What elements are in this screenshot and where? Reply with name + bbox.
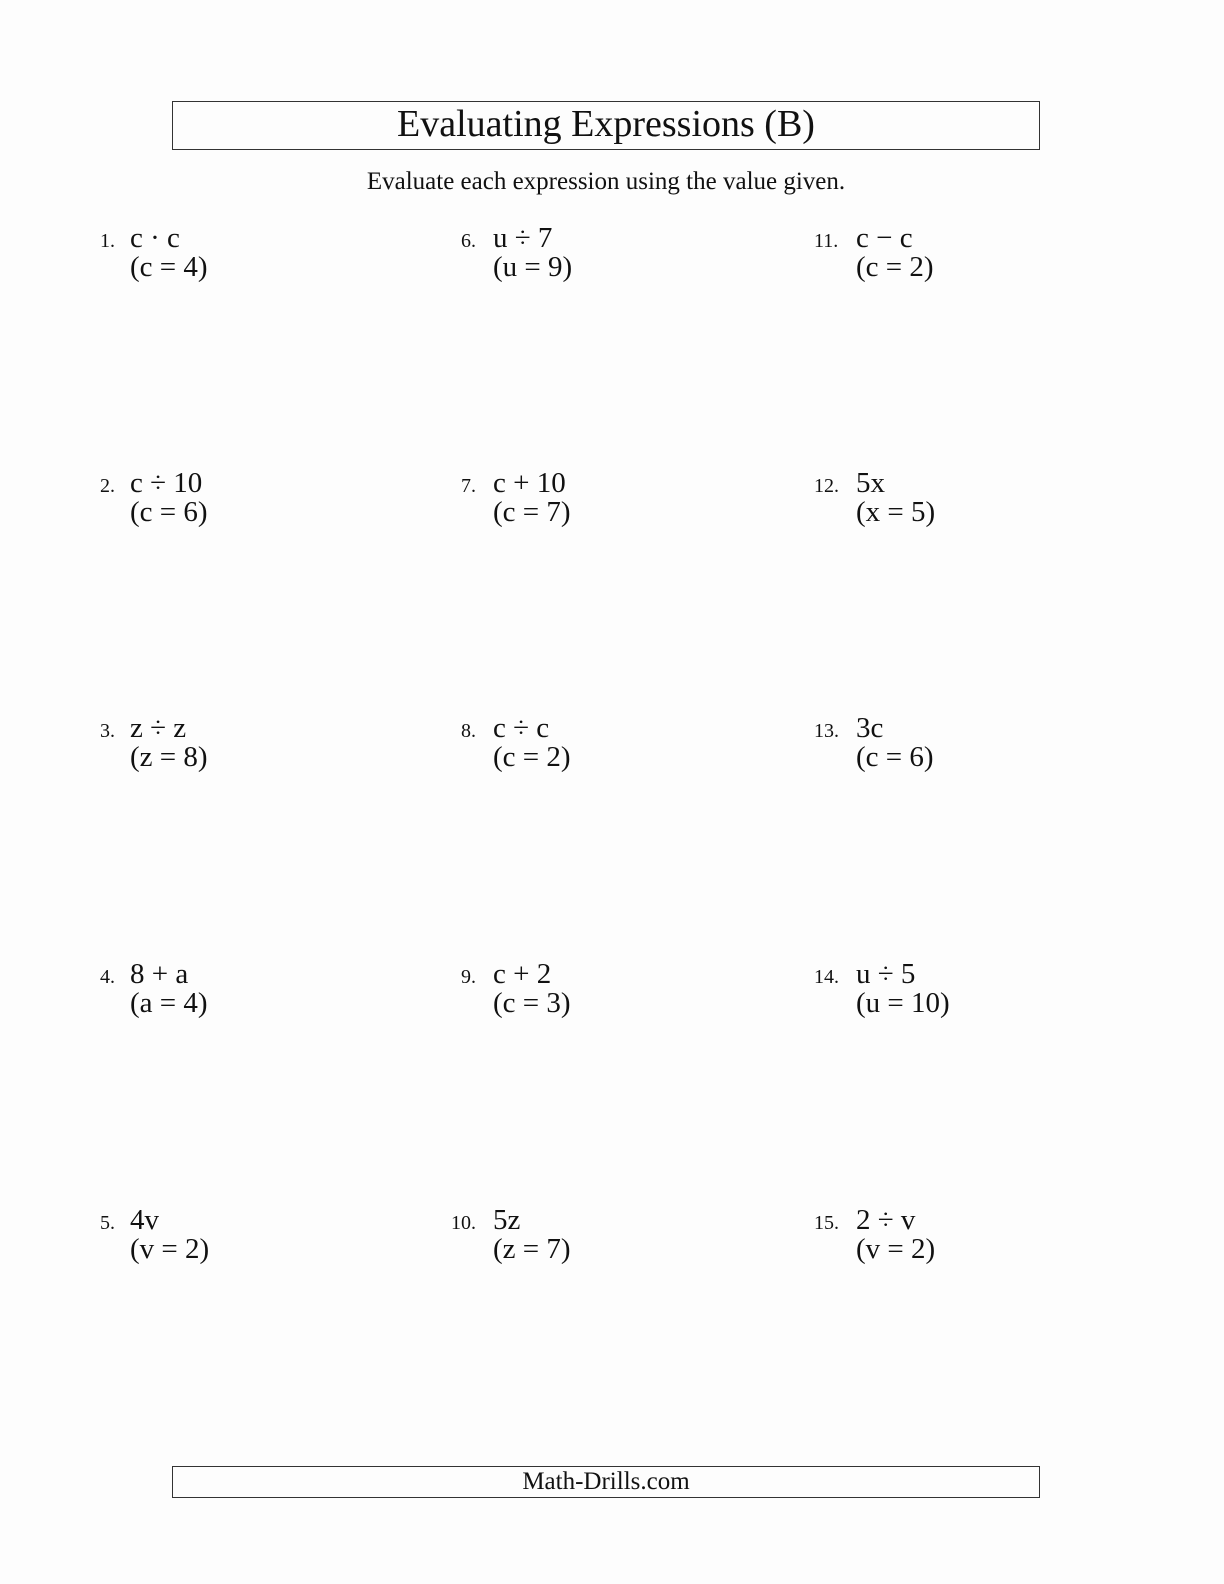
problem-given-value: (v = 2)	[856, 1233, 936, 1265]
problem-given-value: (v = 2)	[130, 1233, 210, 1265]
problem-10	[451, 1204, 755, 1275]
problem-number: 15.	[814, 1212, 839, 1234]
problem-15	[814, 1204, 1118, 1275]
footer-site-name: Math-Drills.com	[522, 1468, 690, 1495]
problem-number: 7.	[461, 475, 476, 497]
problem-number: 10.	[451, 1212, 476, 1234]
problem-expression: c ÷ c	[493, 712, 550, 744]
title-box	[172, 101, 1040, 150]
instructions: Evaluate each expression using the value given.	[366, 168, 846, 195]
problem-8	[455, 713, 755, 783]
problem-given-value: (x = 5)	[856, 496, 936, 528]
problem-7	[455, 468, 755, 538]
problem-given-value: (z = 7)	[493, 1233, 571, 1265]
footer-box	[172, 1466, 1040, 1498]
problem-3	[92, 713, 392, 783]
problem-given-value: (c = 6)	[856, 741, 934, 773]
problem-expression: 2 ÷ v	[856, 1204, 916, 1236]
problem-expression: c + 2	[493, 958, 552, 990]
problem-expression: 8 + a	[130, 958, 189, 990]
problem-expression: u ÷ 5	[856, 958, 916, 990]
problem-6	[455, 223, 755, 293]
problem-number: 13.	[814, 720, 839, 742]
problem-number: 9.	[461, 966, 476, 988]
problem-expression: 5x	[856, 467, 885, 499]
problem-12	[814, 467, 1118, 538]
problem-given-value: (a = 4)	[130, 987, 208, 1019]
problem-number: 12.	[814, 475, 839, 497]
problem-given-value: (c = 2)	[493, 741, 571, 773]
problem-number: 3.	[100, 720, 115, 742]
problem-number: 8.	[461, 720, 476, 742]
problem-2	[92, 468, 392, 538]
problem-number: 6.	[461, 230, 476, 252]
problem-given-value: (u = 9)	[493, 251, 573, 283]
problem-given-value: (z = 8)	[130, 741, 208, 773]
problem-given-value: (c = 3)	[493, 987, 571, 1019]
problem-given-value: (c = 2)	[856, 251, 934, 283]
problem-given-value: (c = 6)	[130, 496, 208, 528]
problem-expression: u ÷ 7	[493, 222, 553, 254]
problem-expression: 4v	[130, 1204, 159, 1236]
page-title: Evaluating Expressions (B)	[397, 103, 815, 145]
problem-expression: c · c	[130, 222, 180, 254]
problem-number: 5.	[100, 1212, 115, 1234]
problem-4	[92, 959, 392, 1029]
problem-given-value: (c = 4)	[130, 251, 208, 283]
problem-1	[92, 223, 392, 293]
problem-expression: z ÷ z	[130, 712, 187, 744]
problem-expression: c + 10	[493, 467, 566, 499]
problem-expression: c ÷ 10	[130, 467, 203, 499]
problem-number: 4.	[100, 966, 115, 988]
problem-number: 2.	[100, 475, 115, 497]
problem-expression: 3c	[856, 712, 884, 744]
problem-number: 11.	[814, 230, 839, 252]
problem-13	[814, 712, 1118, 783]
problem-9	[455, 959, 755, 1029]
problem-14	[814, 958, 1118, 1029]
problem-5	[92, 1205, 392, 1275]
problem-given-value: (u = 10)	[856, 987, 950, 1019]
problem-expression: c − c	[856, 222, 913, 254]
problem-number: 14.	[814, 966, 839, 988]
problem-expression: 5z	[493, 1204, 521, 1236]
problem-number: 1.	[100, 230, 115, 252]
problem-11	[814, 222, 1118, 293]
problem-given-value: (c = 7)	[493, 496, 571, 528]
